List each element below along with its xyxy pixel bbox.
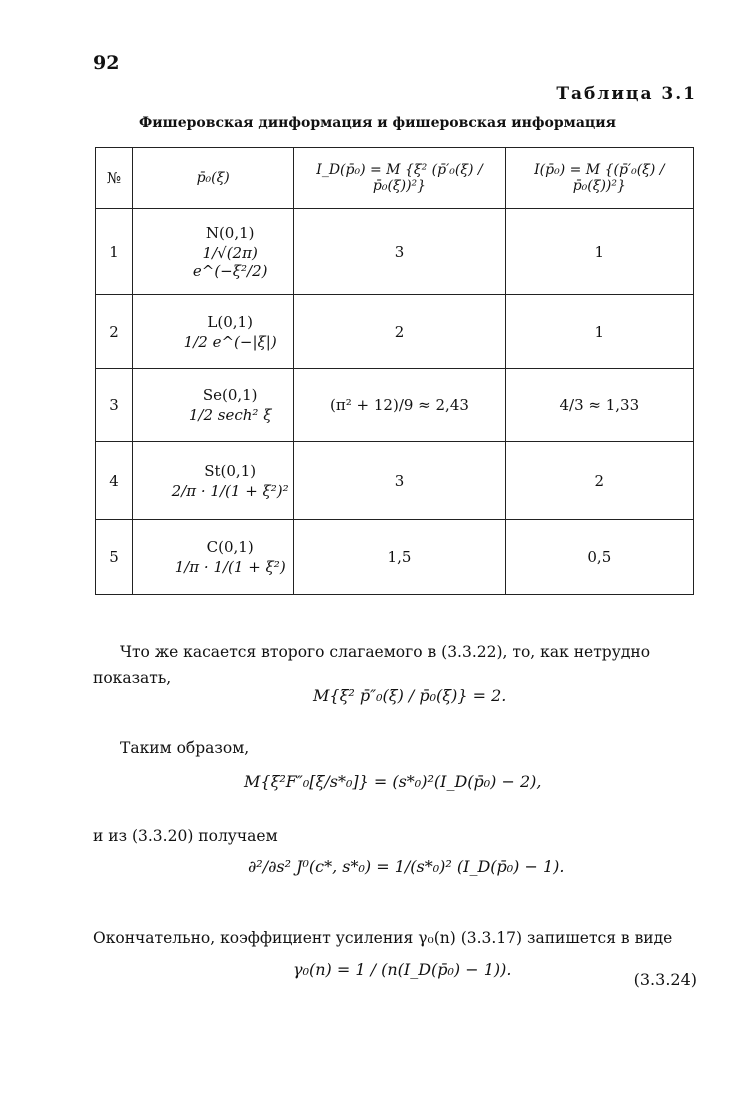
row-i-value: 2 <box>505 442 693 520</box>
paragraph-from-3-3-20: и из (3.3.20) получаем <box>93 827 278 845</box>
row-id-value: 2 <box>294 295 505 369</box>
distribution-formula: 2/π · 1/(1 + ξ²)² <box>171 481 289 500</box>
row-num: 3 <box>96 369 133 442</box>
header-i-rhs: {(p̄′₀(ξ) / p̄₀(ξ))²} <box>572 162 665 194</box>
header-id-information <box>294 148 505 209</box>
page-number: 92 <box>93 52 120 74</box>
formula-gain: γ₀(n) = 1 / (n(I_D(p̄₀) − 1)). <box>293 960 512 979</box>
table-row <box>96 520 694 595</box>
paragraph-thus: Таким образом, <box>120 739 250 757</box>
paragraph-gain-coefficient: Окончательно, коэффициент усиления γ₀(n) (3.3.17) запишется в виде <box>93 929 673 947</box>
row-num: 1 <box>96 209 133 295</box>
fisher-information-table <box>95 147 694 595</box>
equation-number: (3.3.24) <box>633 970 697 989</box>
formula-second-derivative: ∂²/∂s² J⁰(c*, s*₀) = 1/(s*₀)² (I_D(p̄₀) − 1). <box>248 857 565 876</box>
row-num: 5 <box>96 520 133 595</box>
distribution-name: L(0,1) <box>207 312 253 331</box>
distribution-name: St(0,1) <box>204 461 257 480</box>
row-i-value: 1 <box>505 295 693 369</box>
distribution-formula: 1/2 sech² ξ <box>188 406 272 424</box>
row-i-value: 4/3 ≈ 1,33 <box>505 369 693 442</box>
header-density: p̄₀(ξ) <box>133 148 294 209</box>
distribution-name: C(0,1) <box>206 538 254 556</box>
header-i-lhs: I(p̄₀) = M <box>534 162 601 178</box>
table-row <box>96 369 694 442</box>
header-information <box>505 148 693 209</box>
table-header-row <box>96 148 694 209</box>
row-i-value: 0,5 <box>505 520 693 595</box>
row-density <box>133 209 294 295</box>
header-id-lhs: I_D(p̄₀) = M <box>316 162 401 178</box>
formula-expectation: M{ξ² p̄″₀(ξ) / p̄₀(ξ)} = 2. <box>313 686 507 705</box>
row-density <box>133 442 294 520</box>
row-id-value: 3 <box>294 209 505 295</box>
paragraph-second-term: Что же касается второго слагаемого в (3.3.22), то, как нетрудно показать, <box>93 643 651 687</box>
row-i-value: 1 <box>505 209 693 295</box>
row-id-value: 3 <box>294 442 505 520</box>
header-id-rhs: {ξ² (p̄′₀(ξ) / p̄₀(ξ))²} <box>372 162 483 194</box>
row-density <box>133 369 294 442</box>
row-id-value: (π² + 12)/9 ≈ 2,43 <box>294 369 505 442</box>
distribution-formula: 1/√(2π) e^(−ξ²/2) <box>192 243 268 280</box>
distribution-name: N(0,1) <box>205 223 255 242</box>
row-id-value: 1,5 <box>294 520 505 595</box>
table-label: Таблица 3.1 <box>556 84 697 104</box>
distribution-formula: 1/2 e^(−|ξ|) <box>183 332 277 351</box>
table-row <box>96 295 694 369</box>
table-row <box>96 442 694 520</box>
header-num: № <box>96 148 133 209</box>
row-density <box>133 295 294 369</box>
distribution-formula: 1/π · 1/(1 + ξ²) <box>174 558 286 576</box>
row-num: 2 <box>96 295 133 369</box>
table-caption: Фишеровская динформация и фишеровская информация <box>139 115 616 131</box>
table-row <box>96 209 694 295</box>
row-num: 4 <box>96 442 133 520</box>
distribution-name: Se(0,1) <box>202 386 258 404</box>
row-density <box>133 520 294 595</box>
formula-expectation-f0: M{ξ²F″₀[ξ/s*₀]} = (s*₀)²(I_D(p̄₀) − 2), <box>244 772 542 791</box>
